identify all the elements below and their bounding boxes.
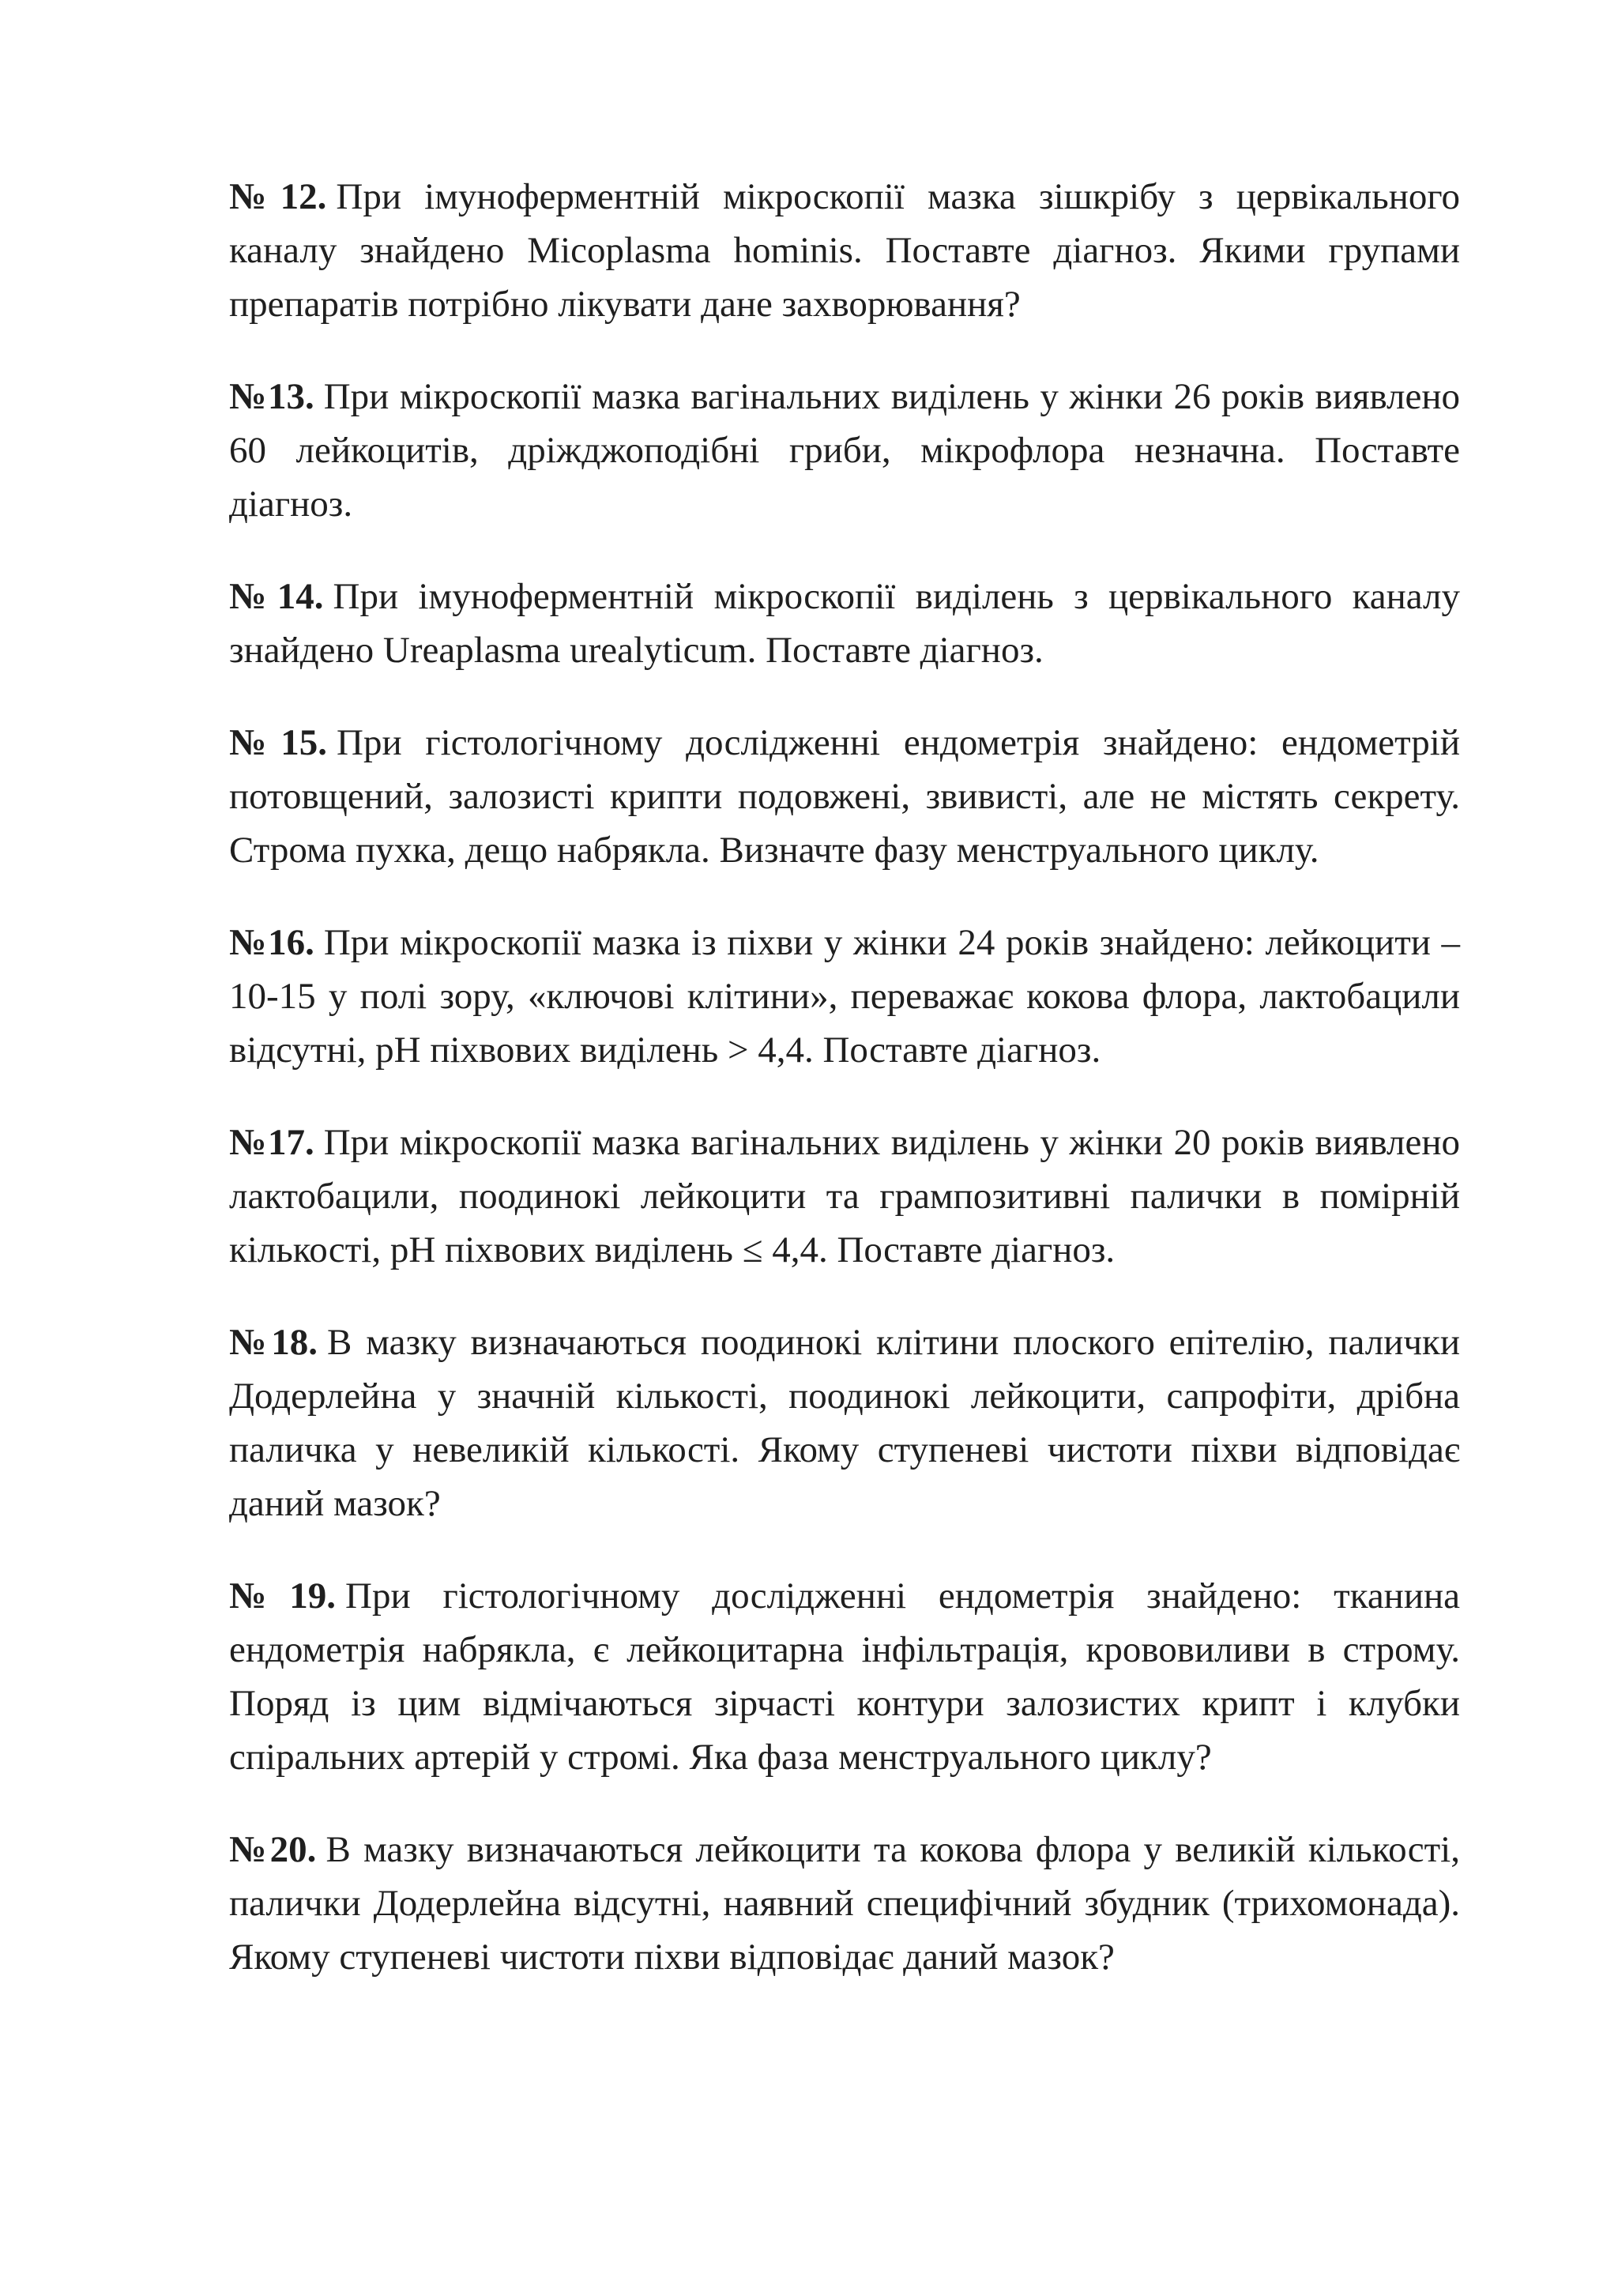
task-text: При мікроскопії мазка із піхви у жінки 24 років знайдено: лейкоцити – 10-15 у полі зору, «ключові клітини», переважає кокова флора, лактобацили відсутні, pH піхвових виділень > 4,4. Поставте діагноз.: [229, 922, 1461, 1071]
document-page: [229, 170, 1460, 2023]
task-item-13: [229, 370, 1460, 531]
task-item-18: [229, 1315, 1460, 1530]
task-text: При гістологічному дослідженні ендометрія знайдено: ендометрій потовщений, залозисті крипти подовжені, звивисті, але не містять секрету. Строма пухка, дещо набрякла. Визначте фазу менструального циклу.: [229, 722, 1460, 871]
task-number: №17.: [229, 1122, 314, 1163]
task-item-17: [229, 1116, 1460, 1277]
task-number: №15.: [229, 722, 328, 763]
task-text: В мазку визначаються лейкоцити та кокова флора у великій кількості, палички Додерлейна відсутні, наявний специфічний збудник (трихомонада). Якому ступеневі чистоти піхви відповідає даний мазок?: [229, 1829, 1460, 1978]
task-text: В мазку визначаються поодинокі клітини плоского епітелію, палички Додерлейна у значній кількості, поодинокі лейкоцити, сапрофіти, дрібна паличка у невеликій кількості. Якому ступеневі чистоти піхви відповідає даний мазок?: [229, 1322, 1460, 1524]
task-number: №16.: [229, 922, 314, 963]
task-text: При гістологічному дослідженні ендометрія знайдено: тканина ендометрія набрякла, є лейкоцитарна інфільтрація, крововиливи в строму. Поряд із цим відмічаються зірчасті контури залозистих крипт і клубки спіральних артерій у стромі. Яка фаза менструального циклу?: [229, 1575, 1461, 1778]
task-text: При імуноферментній мікроскопії виділень з цервікального каналу знайдено Ureaplasma urealyticum. Поставте діагноз.: [229, 576, 1460, 671]
task-item-12: [229, 170, 1460, 331]
task-text: При мікроскопії мазка вагінальних виділень у жінки 20 років виявлено лактобацили, поодинокі лейкоцити та грампозитивні палички в помірній кількості, pH піхвових виділень ≤ 4,4. Поставте діагноз.: [229, 1122, 1461, 1270]
task-item-19: [229, 1569, 1460, 1784]
task-item-15: [229, 716, 1460, 877]
task-number: №18.: [229, 1322, 318, 1363]
task-item-20: [229, 1823, 1460, 1984]
task-number: №14.: [229, 576, 324, 617]
task-number: №19.: [229, 1575, 337, 1617]
task-item-14: [229, 570, 1460, 677]
task-text: При мікроскопії мазка вагінальних виділень у жінки 26 років виявлено 60 лейкоцитів, дріжджоподібні гриби, мікрофлора незначна. Поставте діагноз.: [229, 376, 1461, 525]
task-number: №20.: [229, 1829, 317, 1870]
task-item-16: [229, 916, 1460, 1077]
task-number: №12.: [229, 176, 327, 217]
task-number: №13.: [229, 376, 314, 417]
task-text: При імуноферментній мікроскопії мазка зішкрібу з цервікального каналу знайдено Micoplasma hominis. Поставте діагноз. Якими групами препаратів потрібно лікувати дане захворювання?: [229, 176, 1461, 325]
